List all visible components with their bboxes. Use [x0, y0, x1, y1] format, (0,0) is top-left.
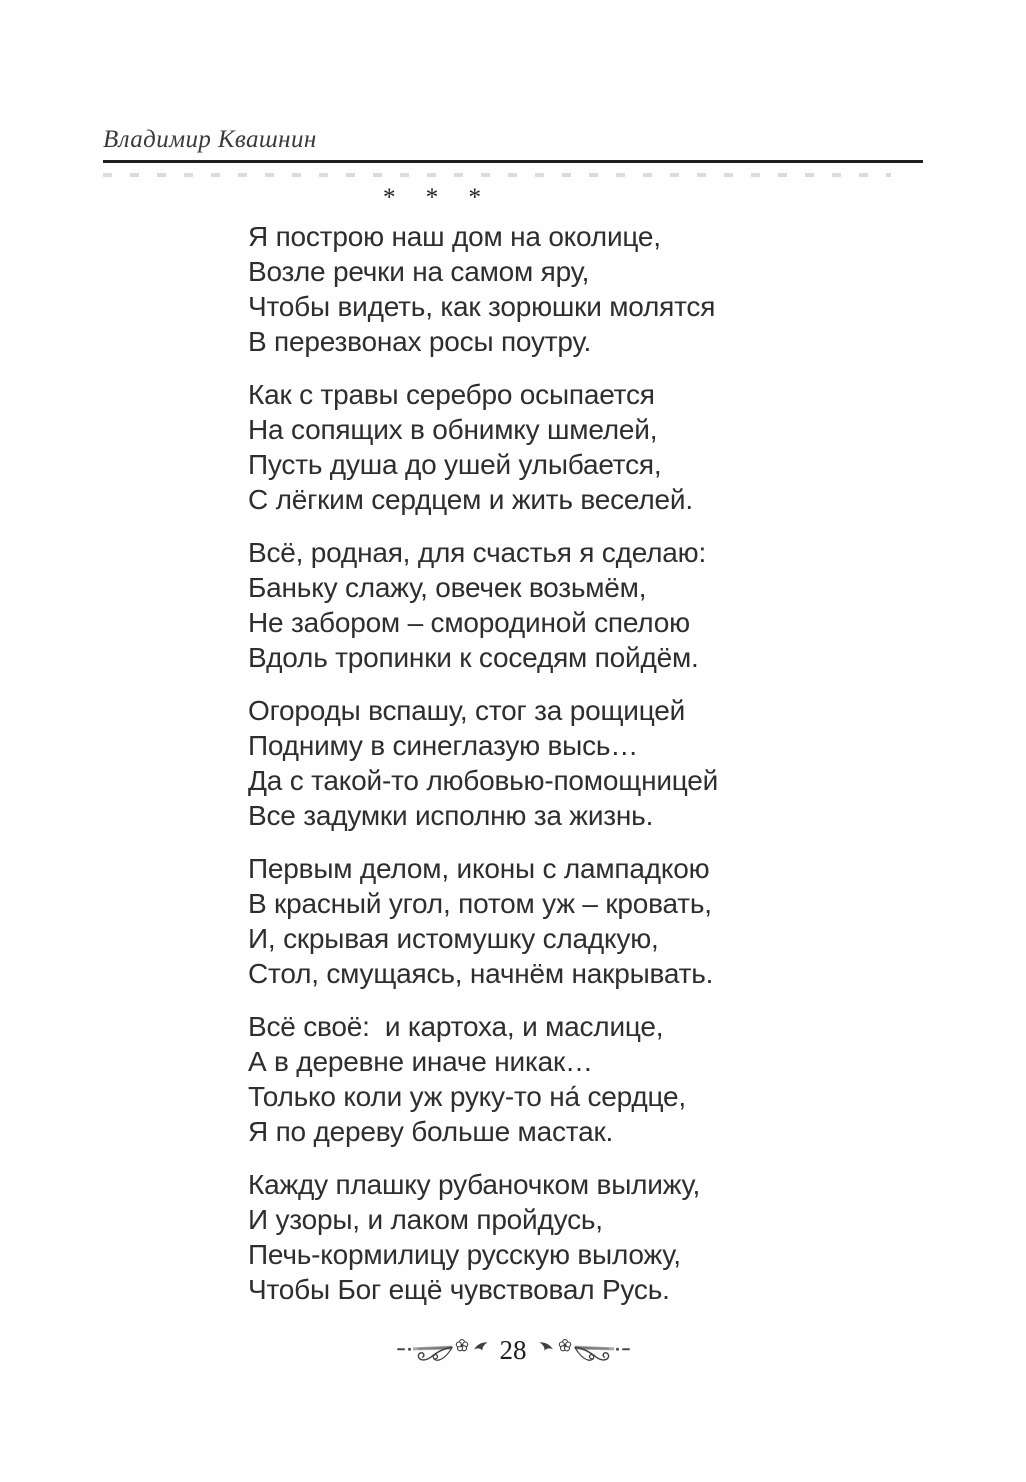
poem-line: Всё, родная, для счастья я сделаю: — [248, 537, 707, 568]
header-rule — [103, 160, 923, 163]
poem-line: С лёгким сердцем и жить веселей. — [248, 484, 693, 515]
header-dashed-rule — [103, 173, 891, 177]
poem-line: Всё своё: и картоха, и маслице, — [248, 1011, 664, 1042]
poem-line: Как с травы серебро осыпается — [248, 379, 655, 410]
poem-line: А в деревне иначе никак… — [248, 1046, 593, 1077]
poem-line: В перезвонах росы поутру. — [248, 326, 592, 357]
poem-line: Возле речки на самом яру, — [248, 256, 590, 287]
poem-line: Кажду плашку рубаночком вылижу, — [248, 1169, 701, 1200]
poem-line: Чтобы Бог ещё чувствовал Русь. — [248, 1274, 670, 1305]
poem-line: Да с такой-то любовью-помощницей — [248, 765, 719, 796]
poem-line: Чтобы видеть, как зорюшки молятся — [248, 291, 716, 322]
stanza — [248, 219, 808, 359]
poem-line: Подниму в синеглазую высь… — [248, 730, 639, 761]
poem-line: Все задумки исполню за жизнь. — [248, 800, 654, 831]
poem-line: И узоры, и лаком пройдусь, — [248, 1204, 603, 1235]
stanza — [248, 535, 808, 675]
stanza — [248, 377, 808, 517]
page-header — [103, 126, 923, 177]
poem — [248, 219, 808, 1325]
page-number: 28 — [499, 1334, 527, 1365]
poem-line: Первым делом, иконы с лампадкою — [248, 853, 710, 884]
stanza — [248, 851, 808, 991]
poem-line: Я по дереву больше мастак. — [248, 1116, 614, 1147]
poem-line: Огороды вспашу, стог за рощицей — [248, 695, 686, 726]
poem-line: Вдоль тропинки к соседям пойдём. — [248, 642, 699, 673]
poem-line: Стол, смущаясь, начнём накрывать. — [248, 958, 714, 989]
poem-line: Не забором – смородиной спелою — [248, 607, 690, 638]
poem-line: И, скрывая истомушку сладкую, — [248, 923, 659, 954]
poem-line: Только коли уж руку-то на́ сердце, — [248, 1081, 686, 1112]
page-footer — [0, 1331, 1026, 1369]
floral-flourish-right-icon — [535, 1331, 631, 1369]
floral-flourish-left-icon — [396, 1331, 492, 1369]
poem-line: В красный угол, потом уж – кровать, — [248, 888, 712, 919]
poem-line: На сопящих в обнимку шмелей, — [248, 414, 658, 445]
poem-line: Печь-кормилицу русскую выложу, — [248, 1239, 681, 1270]
stanza — [248, 1167, 808, 1307]
poem-line: Я построю наш дом на околице, — [248, 221, 661, 252]
section-separator: * * * — [383, 184, 493, 211]
stanza — [248, 1009, 808, 1149]
poem-line: Пусть душа до ушей улыбается, — [248, 449, 662, 480]
poem-line: Баньку слажу, овечек возьмём, — [248, 572, 647, 603]
author-name: Владимир Квашнин — [103, 126, 317, 153]
stanza — [248, 693, 808, 833]
